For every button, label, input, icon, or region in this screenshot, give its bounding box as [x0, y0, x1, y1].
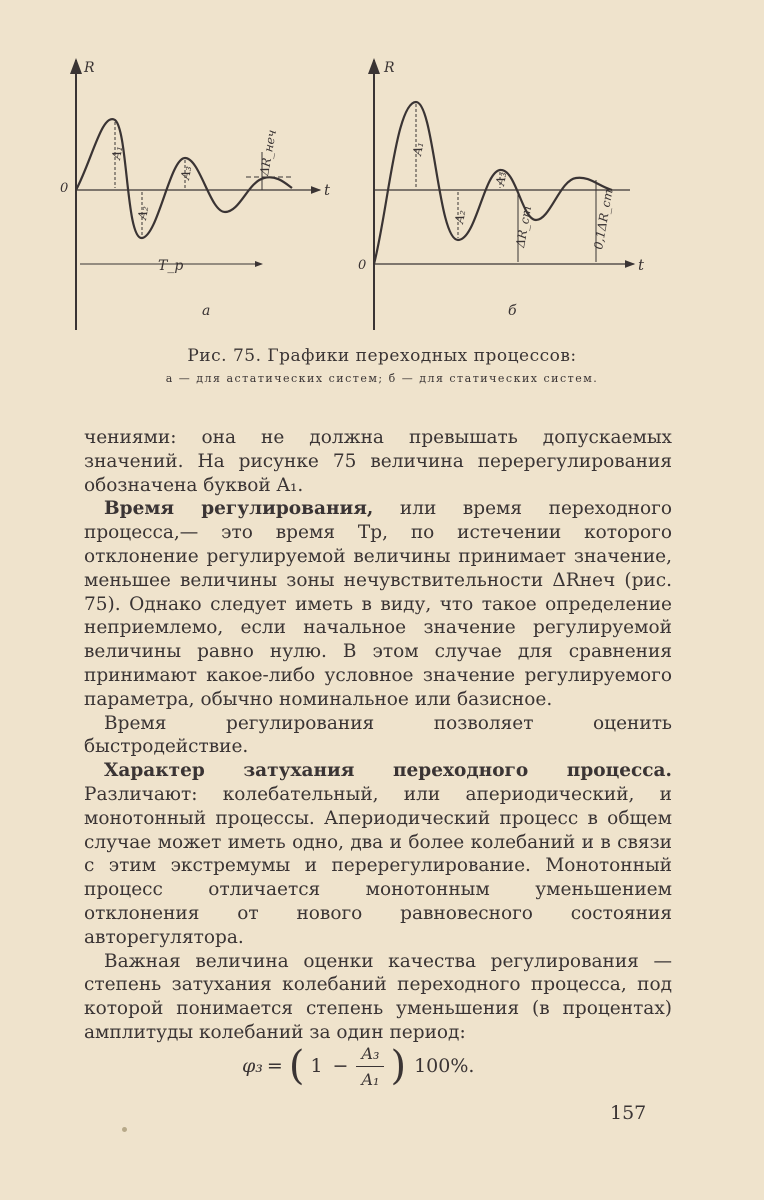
- right-axis-x-label: t: [638, 256, 645, 274]
- right-graph-panel: [374, 60, 634, 330]
- figure-caption-subtitle: а — для астатических систем; б — для статических систем.: [165, 372, 599, 385]
- damping-formula: [0, 1036, 764, 1096]
- paragraph-3: Время регулирования позволяет оценить быстродействие.: [84, 712, 672, 758]
- paragraph-4: Характер затухания переходного процесса. Различают: колебательный, или апериодический, и монотонный процессы. Апериодический процесс в общем случае может иметь одно, два и более колебаний и в связи с этим экстремумы и перерегулирование. Монотонный процесс отличается монотонным уменьшением отклонения от нового равновесного состояния авторегулятора.: [84, 760, 672, 948]
- formula-rhs: 100%.: [414, 1055, 475, 1077]
- paragraph-5: Важная величина оценки качества регулирования — степень затухания колебаний переходного процесса, под которой понимается степень уменьшения (в процентах) амплитуды колебаний за один период:: [84, 950, 672, 1043]
- figure-caption-title: Рис. 75. Графики переходных процессов:: [187, 346, 577, 366]
- page-number: 157: [610, 1102, 647, 1124]
- left-axis-x-label: t: [324, 181, 331, 199]
- left-axis-y-label: R: [84, 60, 95, 76]
- right-a2-label: A₂: [452, 208, 469, 225]
- paragraph-1: чениями: она не должна превышать допускаемых значений. На рисунке 75 величина перерегулирования обозначена буквой A₁.: [84, 427, 672, 496]
- formula-eq: =: [266, 1055, 283, 1077]
- formula-fraction: [356, 1044, 384, 1089]
- paper-spot: [122, 1127, 127, 1132]
- left-a2-label: A₂: [135, 204, 152, 221]
- body-text: [84, 426, 672, 1045]
- left-a3-label: A₃: [178, 164, 195, 181]
- right-a3-label: A₃: [493, 170, 510, 187]
- formula-one: 1: [310, 1055, 323, 1077]
- left-a1-label: A₁: [109, 144, 126, 161]
- left-dead-zone-label: ΔR_неч: [257, 128, 279, 177]
- formula-denominator: A₁: [361, 1069, 380, 1089]
- right-band-label: 0,1ΔR_ст: [591, 188, 616, 251]
- left-panel-label: а: [202, 303, 211, 319]
- formula-minus: −: [332, 1055, 349, 1077]
- transient-process-figure: [40, 40, 660, 340]
- formula-numerator: A₃: [361, 1043, 380, 1063]
- left-tp-label: T_p: [158, 258, 184, 274]
- formula-open-paren: (: [288, 1043, 305, 1089]
- right-a1-label: A₁: [410, 140, 427, 157]
- right-origin-label: 0: [358, 258, 367, 273]
- right-panel-label: б: [508, 303, 517, 319]
- formula-fraction-bar: [356, 1066, 384, 1067]
- right-static-label: ΔR_ст: [513, 204, 535, 249]
- left-origin-label: 0: [60, 181, 69, 196]
- paragraph-2: Время регулирования, или время переходного процесса,— это время Tр, по истечении которого отклонение регулируемой величины принимает значение, меньшее величины зоны нечувствительности ΔRнеч (рис. 75). Однако следует иметь в виду, что такое определение неприемлемо, если начальное значение регулируемой величины равно нулю. В этом случае для сравнения принимают какое-либо условное значение регулируемого параметра, обычно номинальное или базисное.: [84, 498, 672, 710]
- formula-lhs: φ₃: [242, 1055, 263, 1077]
- left-graph-panel: [76, 60, 320, 330]
- right-axis-y-label: R: [384, 60, 395, 76]
- formula-close-paren: ): [390, 1043, 407, 1089]
